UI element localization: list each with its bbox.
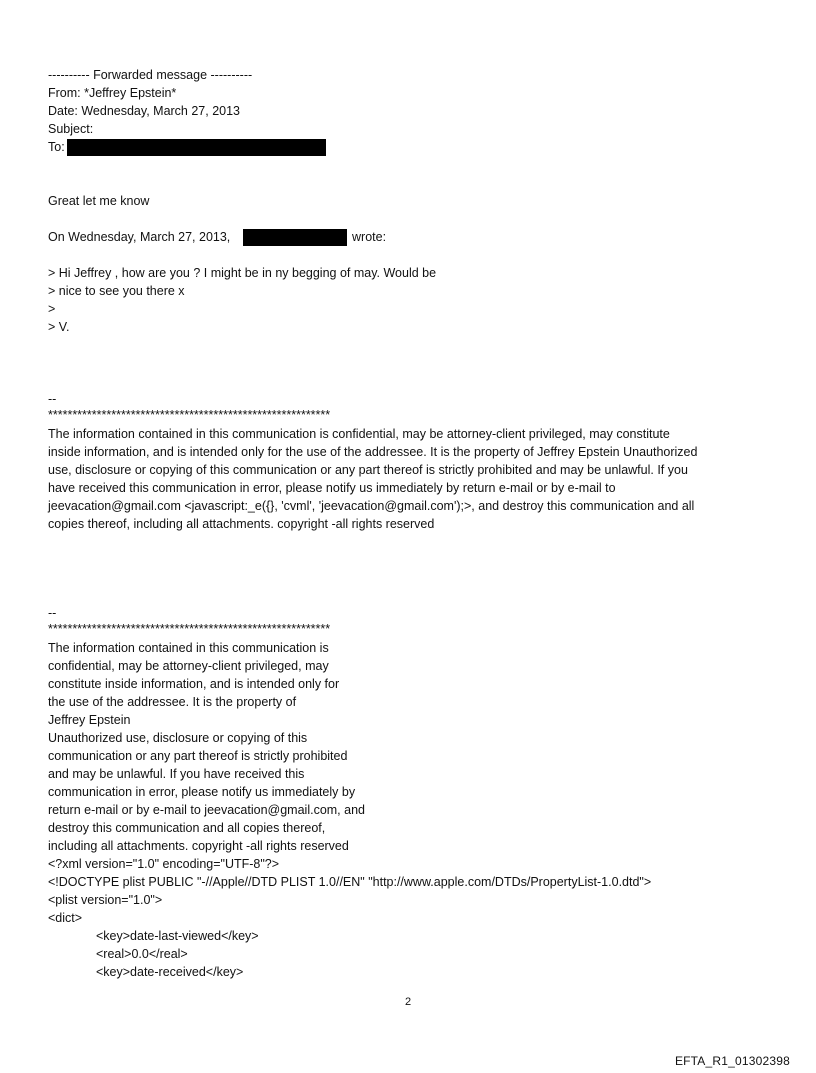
- to-line: To:: [48, 140, 65, 154]
- disclaimer-line: the use of the addressee. It is the property of: [48, 695, 297, 709]
- signature-stars: **********************************************************: [48, 622, 331, 636]
- xml-line: <!DOCTYPE plist PUBLIC "-//Apple//DTD PLIST 1.0//EN" "http://www.apple.com/DTDs/PropertyList-1.0.dtd">: [48, 875, 652, 889]
- quote-line: > nice to see you there x: [48, 284, 185, 298]
- disclaimer-line: and may be unlawful. If you have received this: [48, 767, 305, 781]
- disclaimer-line: The information contained in this communication is: [48, 641, 329, 655]
- forwarded-line: ---------- Forwarded message ----------: [48, 68, 253, 82]
- disclaimer-line: destroy this communication and all copies thereof,: [48, 821, 326, 835]
- reply-text: Great let me know: [48, 194, 150, 208]
- on-wrote-suffix: wrote:: [352, 230, 387, 244]
- xml-line: <key>date-last-viewed</key>: [96, 929, 259, 943]
- disclaimer-line: inside information, and is intended only for the use of the addressee. It is the property of Jeffrey Epstein Unauthorized: [48, 445, 698, 459]
- disclaimer-line: have received this communication in error, please notify us immediately by return e-mail or by e-mail to: [48, 481, 616, 495]
- disclaimer-line: confidential, may be attorney-client privileged, may: [48, 659, 329, 673]
- disclaimer-line: Unauthorized use, disclosure or copying of this: [48, 731, 308, 745]
- signature-stars: **********************************************************: [48, 408, 331, 422]
- signature-dashes: --: [48, 606, 57, 620]
- disclaimer-line: communication or any part thereof is strictly prohibited: [48, 749, 348, 763]
- bates-number: EFTA_R1_01302398: [674, 1054, 790, 1068]
- xml-line: <key>date-received</key>: [96, 965, 244, 979]
- quote-line: > Hi Jeffrey , how are you ? I might be in ny begging of may. Would be: [48, 266, 437, 280]
- disclaimer-line: copies thereof, including all attachments. copyright -all rights reserved: [48, 517, 435, 531]
- disclaimer-line: constitute inside information, and is intended only for: [48, 677, 340, 691]
- disclaimer-line: communication in error, please notify us immediately by: [48, 785, 356, 799]
- quote-line: > V.: [48, 320, 70, 334]
- xml-line: <plist version="1.0">: [48, 893, 163, 907]
- xml-line: <dict>: [48, 911, 83, 925]
- disclaimer-line: return e-mail or by e-mail to jeevacation@gmail.com, and: [48, 803, 365, 817]
- disclaimer-line: jeevacation@gmail.com <javascript:_e({}, 'cvml', 'jeevacation@gmail.com');>, and destroy this communication and all: [48, 499, 695, 513]
- disclaimer-line: Jeffrey Epstein: [48, 713, 131, 727]
- xml-line: <?xml version="1.0" encoding="UTF-8"?>: [48, 857, 280, 871]
- disclaimer-line: use, disclosure or copying of this communication or any part thereof is strictly prohibited and may be unlawful. If you: [48, 463, 688, 477]
- date-line: Date: Wednesday, March 27, 2013: [48, 104, 241, 118]
- disclaimer-line: including all attachments. copyright -all rights reserved: [48, 839, 349, 853]
- sender-redaction-bar: [243, 229, 347, 246]
- signature-dashes: --: [48, 392, 57, 406]
- to-redaction-bar: [67, 139, 326, 156]
- from-line: From: *Jeffrey Epstein*: [48, 86, 177, 100]
- quote-line: >: [48, 302, 56, 316]
- disclaimer-line: The information contained in this communication is confidential, may be attorney-client privileged, may constitute: [48, 427, 670, 441]
- on-wrote-prefix: On Wednesday, March 27, 2013,: [48, 230, 231, 244]
- xml-line: <real>0.0</real>: [96, 947, 188, 961]
- subject-line: Subject:: [48, 122, 94, 136]
- page-number: 2: [404, 996, 412, 1008]
